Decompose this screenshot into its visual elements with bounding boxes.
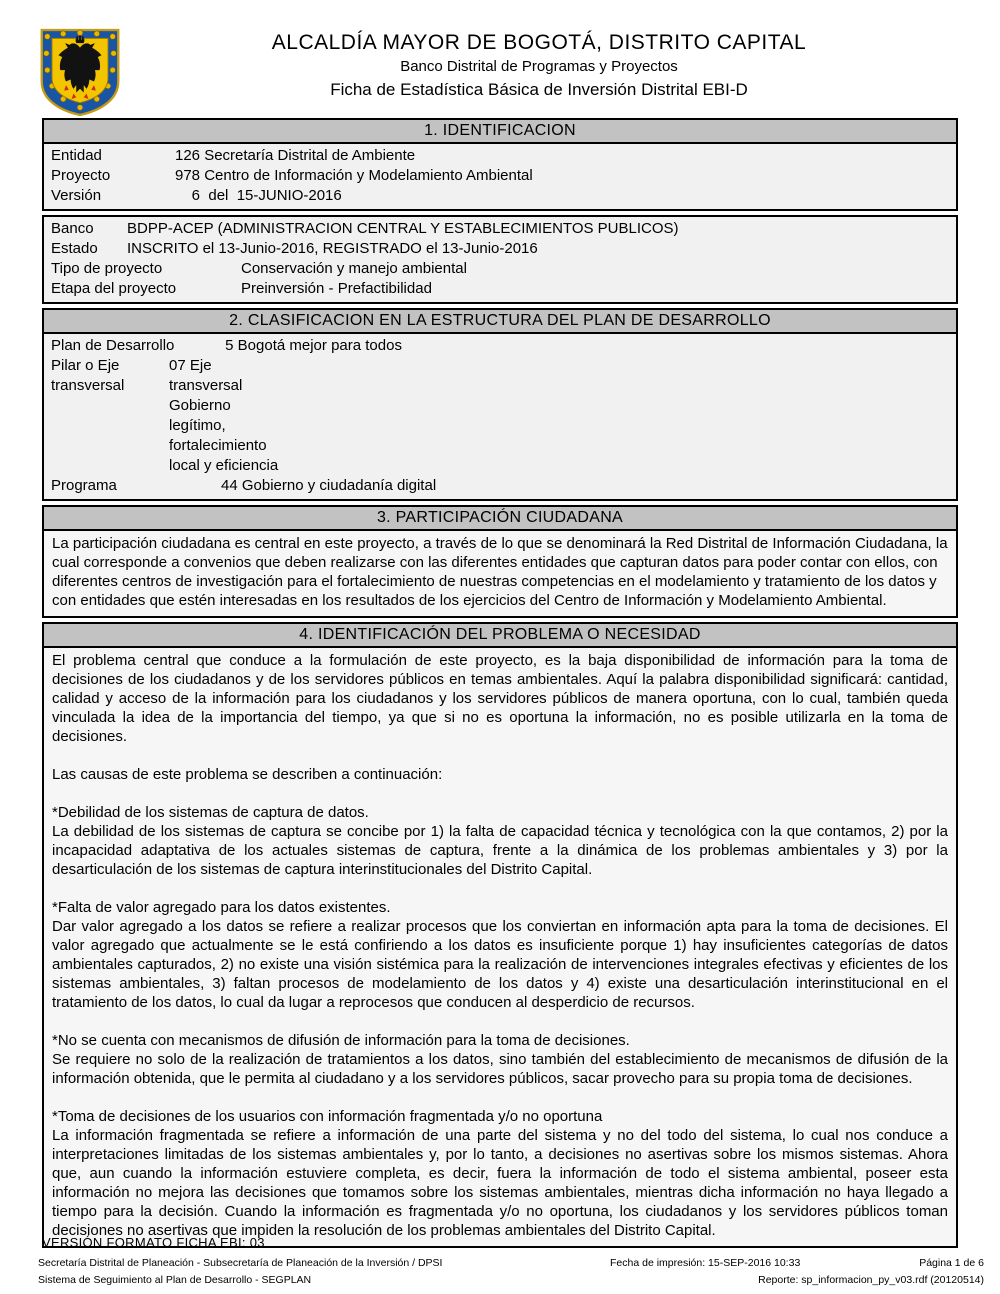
document-header xyxy=(0,0,1000,116)
field-value: 44 Gobierno y ciudadanía digital xyxy=(221,477,437,494)
field-row-entidad xyxy=(44,146,956,166)
field-label: Versión xyxy=(51,187,102,204)
field-row-etapa-proyecto xyxy=(44,279,956,299)
paragraph: La participación ciudadana es central en este proyecto, a través de lo que se denominará la Red Distrital de Información Ciudadana, la cual corresponde a convenios que deben realizarse con las diferentes entidades que capturan datos para poder contar con ellos, con diferentes centros de investigación para el fortalecimiento de nuestras competencias en el modelamiento y tratamiento de los datos y con entidades que estén interesadas en los resultados de los ejercicios del Centro de Información y Modelamiento Ambiental. xyxy=(52,535,948,609)
paragraph: La debilidad de los sistemas de captura se concibe por 1) la falta de capacidad técnica y tecnológica con la que contamos, 2) por la incapacidad adaptativa de los actuales sistemas de captura, frente a la dinámica de los problemas ambientales y 3) por la desarticulación de los sistemas de captura interinstitucionales del Distrito Capital. xyxy=(52,823,948,878)
section-3-header: 3. PARTICIPACIÓN CIUDADANA xyxy=(44,507,956,531)
field-row-estado xyxy=(44,239,956,259)
field-value: 126 Secretaría Distrital de Ambiente xyxy=(175,147,416,164)
bogota-coat-of-arms-logo xyxy=(38,27,122,117)
paragraph-heading: *No se cuenta con mecanismos de difusión de información para la toma de decisiones. xyxy=(52,1032,630,1049)
footer-org-block xyxy=(38,1255,610,1289)
field-value: Conservación y manejo ambiental xyxy=(241,260,467,277)
document-body xyxy=(42,118,958,1248)
field-label: Estado xyxy=(51,240,98,257)
footer-org-line-1: Secretaría Distrital de Planeación - Subsecretaría de Planeación de la Inversión / DPSI xyxy=(38,1257,443,1269)
paragraph: El problema central que conduce a la formulación de este proyecto, es la baja disponibilidad de información para la toma de decisiones de los ciudadanos y de los servidores públicos en temas ambientales. Aquí la palabra disponibilidad significará: cantidad, calidad y acceso de la información para los ciudadanos y los servidores públicos de manera oportuna, con lo cual, también queda vinculada la idea de la importancia del tiempo, ya que si no es oportuna la información, no es posible utilizarla en la toma de decisiones. xyxy=(52,652,948,745)
field-value: 978 Centro de Información y Modelamiento Ambiental xyxy=(175,167,533,184)
section-4-header: 4. IDENTIFICACIÓN DEL PROBLEMA O NECESIDAD xyxy=(44,624,956,648)
field-value: 5 Bogotá mejor para todos xyxy=(221,337,402,354)
field-row-pilar-eje xyxy=(44,356,956,476)
report-name: Reporte: sp_informacion_py_v03.rdf (20120514) xyxy=(758,1274,984,1286)
section-clasificacion xyxy=(42,308,958,501)
document-titles xyxy=(122,0,956,102)
section-identificacion xyxy=(42,118,958,211)
paragraph: Las causas de este problema se describen a continuación: xyxy=(52,766,443,783)
paragraph-heading: *Debilidad de los sistemas de captura de datos. xyxy=(52,804,369,821)
section-1-header: 1. IDENTIFICACION xyxy=(44,120,956,144)
footer-org-line-2: Sistema de Seguimiento al Plan de Desarrollo - SEGPLAN xyxy=(38,1274,312,1286)
project-status-box xyxy=(42,215,958,304)
section-1-rows xyxy=(44,144,956,209)
paragraph-heading: *Toma de decisiones de los usuarios con información fragmentada y/o no oportuna xyxy=(52,1108,603,1125)
field-value: BDPP-ACEP (ADMINISTRACION CENTRAL Y ESTABLECIMIENTOS PUBLICOS) xyxy=(127,220,679,237)
document-footer xyxy=(38,1235,984,1289)
field-label: Etapa del proyecto xyxy=(51,280,177,297)
page-number: Página 1 de 6 xyxy=(919,1257,984,1269)
footer-meta-block xyxy=(610,1255,984,1289)
field-value: 6 del 15-JUNIO-2016 xyxy=(175,187,342,204)
field-label: Banco xyxy=(51,220,94,237)
field-label: Proyecto xyxy=(51,167,111,184)
field-row-tipo-proyecto xyxy=(44,259,956,279)
field-row-programa xyxy=(44,476,956,496)
format-version-line: VERSIÓN FORMATO FICHA EBI: 03 xyxy=(42,1235,265,1250)
field-row-banco xyxy=(44,219,956,239)
paragraph: Se requiere no solo de la realización de tratamientos a los datos, sino también del establecimiento de mecanismos de difusión de la información obtenida, que le permita al ciudadano y a los servidores públicos, sacar provecho para su propia toma de decisiones. xyxy=(52,1051,948,1087)
field-row-version xyxy=(44,186,956,206)
status-rows xyxy=(44,217,956,302)
section-3-content xyxy=(44,531,956,616)
page-title: ALCALDÍA MAYOR DE BOGOTÁ, DISTRITO CAPITAL xyxy=(271,31,807,54)
field-label: Tipo de proyecto xyxy=(51,260,163,277)
field-row-proyecto xyxy=(44,166,956,186)
field-row-plan-desarrollo xyxy=(44,336,956,356)
paragraph-heading: *Falta de valor agregado para los datos existentes. xyxy=(52,899,391,916)
section-identificacion-problema xyxy=(42,622,958,1248)
paragraph: La información fragmentada se refiere a información de una parte del sistema y no del todo del sistema, lo cual nos conduce a interpretaciones limitadas de los sistemas ambientales y, por lo tanto, a decisiones no asertivas sobre los mismos sistemas. Ahora que, aun cuando la información estuviere completa, es decir, fuera la información de todo el sistema ambiental, poseer esta información no mejora las decisiones que tomamos sobre los sistemas ambientales, mientras dicha información no haya llegado a tiempo para la decisión. Cuando la información es fragmentada y/o no oportuna, los ciudadanos y los servidores públicos toman decisiones no asertivas que impiden la resolución de los problemas ambientales del Distrito Capital. xyxy=(52,1127,948,1239)
field-label: Programa xyxy=(51,477,117,494)
section-participacion-ciudadana xyxy=(42,505,958,618)
field-label: Plan de Desarrollo xyxy=(51,337,175,354)
footer-smallprint xyxy=(38,1255,984,1289)
field-value: Preinversión - Prefactibilidad xyxy=(241,280,432,297)
field-value: 07 Eje transversal Gobierno legítimo, fortalecimiento local y eficiencia xyxy=(169,357,279,474)
field-label: Pilar o Eje transversal xyxy=(51,357,125,394)
section-2-header: 2. CLASIFICACION EN LA ESTRUCTURA DEL PLAN DE DESARROLLO xyxy=(44,310,956,334)
paragraph: Dar valor agregado a los datos se refiere a realizar procesos que los conviertan en información apta para la toma de decisiones. El valor agregado que actualmente se le está confiriendo a los datos es insuficiente porque 1) hay insuficientes categorías de datos ambientales capturados, 2) no existe una visión sistémica para la realización de intervenciones integrales efectivas y eficientes de los sistemas ambientales, 3) faltan procesos de modelamiento de los datos y 4) existe una desarticulación interinstitucional en el tratamiento de los datos, lo cual da lugar a reprocesos que conducen al desperdicio de recursos. xyxy=(52,918,948,1011)
print-date: Fecha de impresión: 15-SEP-2016 10:33 xyxy=(610,1257,801,1269)
page-subtitle-2: Ficha de Estadística Básica de Inversión Distrital EBI-D xyxy=(330,80,748,99)
section-4-content xyxy=(44,648,956,1246)
page-subtitle-1: Banco Distrital de Programas y Proyectos xyxy=(400,58,678,75)
field-label: Entidad xyxy=(51,147,102,164)
field-value: INSCRITO el 13-Junio-2016, REGISTRADO el 13-Junio-2016 xyxy=(127,240,538,257)
section-2-rows xyxy=(44,334,956,499)
